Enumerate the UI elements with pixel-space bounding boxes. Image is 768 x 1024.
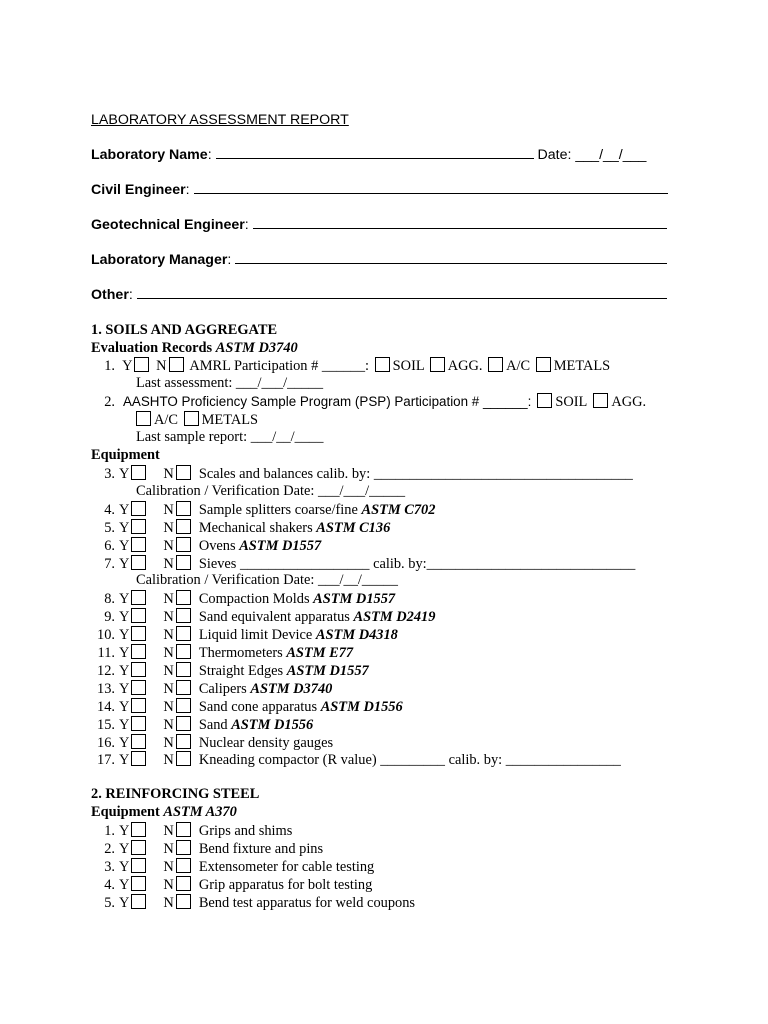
equipment-item-row xyxy=(91,590,395,608)
date-field[interactable]: ___/__/___ xyxy=(575,147,647,163)
soil-label: SOIL xyxy=(392,358,425,374)
yes-label: Y xyxy=(119,858,130,875)
yes-label: Y xyxy=(119,662,130,679)
astm-standard: ASTM D3740 xyxy=(250,680,333,697)
equipment-item-text: Nuclear density gauges xyxy=(198,734,334,751)
item-number: 4. xyxy=(104,501,115,518)
no-checkbox[interactable] xyxy=(176,840,191,855)
no-label: N xyxy=(163,894,174,911)
steel-equipment-row xyxy=(91,858,374,876)
lab-name-row: Laboratory Name: Date: ___/__/___ xyxy=(91,147,647,163)
yes-label: Y xyxy=(119,752,130,769)
equipment-heading: Equipment xyxy=(91,447,160,463)
evaluation-records-std: ASTM D3740 xyxy=(215,340,298,356)
equipment-item-row xyxy=(91,626,398,644)
no-label: N xyxy=(163,609,174,626)
metals-checkbox[interactable] xyxy=(184,411,199,426)
no-label: N xyxy=(163,823,174,839)
equipment-item-text: Liquid limit Device xyxy=(198,627,316,644)
date-label: Date: xyxy=(537,147,572,163)
equipment-item-row xyxy=(91,519,390,537)
yes-label: Y xyxy=(119,519,130,536)
no-label: N xyxy=(163,555,174,572)
yes-checkbox[interactable] xyxy=(131,590,146,605)
item-number: 17. xyxy=(97,752,115,769)
item-1-row xyxy=(91,357,610,375)
equipment-item-text: Sample splitters coarse/fine xyxy=(198,501,362,518)
no-checkbox[interactable] xyxy=(176,662,191,677)
item-number: 2. xyxy=(104,840,115,857)
yes-label: Y xyxy=(119,466,130,482)
civil-engineer-field[interactable] xyxy=(194,182,668,194)
ac-checkbox[interactable] xyxy=(488,357,503,372)
steel-equipment-row xyxy=(91,840,323,858)
yes-label: Y xyxy=(119,823,130,839)
steel-equipment-text: Bend fixture and pins xyxy=(198,840,324,857)
section2-equipment-std: ASTM A370 xyxy=(163,804,237,820)
last-sample-report: Last sample report: ___/__/____ xyxy=(136,429,324,445)
calibration-date-text: Calibration / Verification Date: ___/__/_____ xyxy=(136,572,398,589)
geotechnical-engineer-label: Geotechnical Engineer xyxy=(91,217,245,233)
no-label: N xyxy=(163,627,174,644)
lab-manager-label: Laboratory Manager xyxy=(91,252,228,268)
no-label: N xyxy=(163,734,174,751)
astm-standard: ASTM D1557 xyxy=(313,591,396,608)
no-label: N xyxy=(163,662,174,679)
lab-name-label: Laboratory Name xyxy=(91,147,208,163)
yes-label: Y xyxy=(119,894,130,911)
no-label: N xyxy=(163,645,174,661)
evaluation-records-label: Evaluation Records xyxy=(91,340,213,356)
section2-equipment-row xyxy=(91,804,237,821)
no-checkbox[interactable] xyxy=(176,501,191,516)
item-number: 1. xyxy=(104,358,115,374)
item-number: 2. xyxy=(104,394,115,410)
calibration-date-row xyxy=(136,483,405,500)
equipment-item-text: Kneading compactor (R value) _________ calib. by: ________________ xyxy=(198,752,621,769)
yes-label: Y xyxy=(119,698,130,715)
no-label: N xyxy=(163,752,174,769)
agg-checkbox[interactable] xyxy=(593,393,608,408)
astm-standard: ASTM E77 xyxy=(286,645,354,661)
astm-standard: ASTM D1557 xyxy=(286,662,369,679)
calibration-date-text: Calibration / Verification Date: ___/___/_____ xyxy=(136,482,406,499)
metals-checkbox[interactable] xyxy=(536,357,551,372)
ac-label: A/C xyxy=(154,412,178,428)
yes-checkbox[interactable] xyxy=(131,840,146,855)
equipment-item-text: Sieves __________________ calib. by:_____________________________ xyxy=(198,555,636,572)
item-number: 6. xyxy=(104,537,115,554)
other-row: Other: xyxy=(91,287,667,304)
yes-label: Y xyxy=(122,358,133,374)
yes-checkbox[interactable] xyxy=(131,822,146,837)
soil-checkbox[interactable] xyxy=(375,357,390,372)
equipment-item-row xyxy=(91,644,353,662)
no-label: N xyxy=(163,537,174,554)
steel-equipment-text: Grip apparatus for bolt testing xyxy=(198,876,373,893)
item-number: 15. xyxy=(97,716,115,733)
equipment-item-text: Sand xyxy=(198,716,232,733)
calibration-date-row xyxy=(136,572,398,589)
no-checkbox[interactable] xyxy=(176,465,191,480)
no-checkbox[interactable] xyxy=(176,858,191,873)
other-field[interactable] xyxy=(137,287,667,299)
ac-label: A/C xyxy=(506,358,531,374)
lab-name-field[interactable] xyxy=(216,147,534,159)
yes-label: Y xyxy=(119,840,130,857)
yes-label: Y xyxy=(119,537,130,554)
yes-label: Y xyxy=(119,645,130,661)
yes-label: Y xyxy=(119,591,130,608)
item-number: 11. xyxy=(97,645,115,661)
agg-checkbox[interactable] xyxy=(430,357,445,372)
no-checkbox[interactable] xyxy=(176,608,191,623)
no-checkbox[interactable] xyxy=(176,716,191,731)
astm-standard: ASTM C702 xyxy=(361,501,436,518)
no-label: N xyxy=(163,840,174,857)
soil-checkbox[interactable] xyxy=(537,393,552,408)
equipment-item-row xyxy=(91,608,435,626)
equipment-item-text: Sand cone apparatus xyxy=(198,698,321,715)
yes-checkbox[interactable] xyxy=(131,698,146,713)
yes-checkbox[interactable] xyxy=(131,644,146,659)
equipment-item-row xyxy=(91,555,635,573)
metals-label: METALS xyxy=(553,358,611,374)
yes-checkbox[interactable] xyxy=(131,537,146,552)
item-2-text: AASHTO Proficiency Sample Program (PSP) Participation # ______: xyxy=(123,394,532,409)
agg-label: AGG. xyxy=(447,358,483,374)
equipment-item-text: Calipers xyxy=(198,680,251,697)
equipment-item-text: Mechanical shakers xyxy=(198,519,317,536)
yes-checkbox[interactable] xyxy=(131,858,146,873)
metals-label: METALS xyxy=(201,412,259,428)
no-checkbox[interactable] xyxy=(176,734,191,749)
yes-label: Y xyxy=(119,555,130,572)
yes-label: Y xyxy=(119,734,130,751)
equipment-item-row xyxy=(91,698,403,716)
no-label: N xyxy=(163,501,174,518)
equipment-item-text: Scales and balances calib. by: ____________________________________ xyxy=(198,466,633,482)
equipment-item-row xyxy=(91,501,435,519)
no-checkbox[interactable] xyxy=(176,626,191,641)
steel-equipment-text: Grips and shims xyxy=(198,823,293,839)
item-number: 7. xyxy=(104,555,115,572)
no-label: N xyxy=(163,519,174,536)
section1-heading: 1. SOILS AND AGGREGATE xyxy=(91,322,278,338)
yes-checkbox[interactable] xyxy=(131,876,146,891)
no-checkbox[interactable] xyxy=(176,698,191,713)
item-number: 9. xyxy=(104,609,115,626)
soil-label: SOIL xyxy=(555,394,588,410)
yes-label: Y xyxy=(119,501,130,518)
no-checkbox[interactable] xyxy=(176,555,191,570)
equipment-item-row xyxy=(91,751,621,769)
equipment-item-row xyxy=(91,716,313,734)
astm-standard: ASTM D2419 xyxy=(353,609,436,626)
item-number: 5. xyxy=(104,519,115,536)
section2-heading: 2. REINFORCING STEEL xyxy=(91,786,260,802)
no-label: N xyxy=(163,716,174,733)
equipment-item-row xyxy=(91,537,321,555)
yes-label: Y xyxy=(119,876,130,893)
item-number: 8. xyxy=(104,591,115,608)
item-1-text: AMRL Participation # ______: xyxy=(189,358,370,374)
item-number: 4. xyxy=(104,876,115,893)
yes-label: Y xyxy=(119,680,130,697)
astm-standard: ASTM D1556 xyxy=(320,698,403,715)
yes-label: Y xyxy=(119,716,130,733)
yes-checkbox[interactable] xyxy=(131,734,146,749)
equipment-item-row xyxy=(91,734,333,752)
equipment-item-text: Thermometers xyxy=(198,645,287,661)
no-label: N xyxy=(163,876,174,893)
item-number: 3. xyxy=(104,858,115,875)
no-checkbox[interactable] xyxy=(176,519,191,534)
lab-manager-row: Laboratory Manager: xyxy=(91,252,667,269)
no-label: N xyxy=(163,680,174,697)
evaluation-records-row xyxy=(91,340,298,357)
other-label: Other xyxy=(91,287,129,303)
item-number: 5. xyxy=(104,894,115,911)
item-number: 12. xyxy=(97,662,115,679)
no-label: N xyxy=(156,358,167,374)
astm-standard: ASTM C136 xyxy=(316,519,391,536)
yes-checkbox[interactable] xyxy=(131,626,146,641)
no-checkbox[interactable] xyxy=(176,644,191,659)
item-number: 10. xyxy=(97,627,115,644)
no-label: N xyxy=(163,698,174,715)
astm-standard: ASTM D1557 xyxy=(239,537,322,554)
equipment-item-text: Ovens xyxy=(198,537,240,554)
astm-standard: ASTM D1556 xyxy=(231,716,314,733)
yes-checkbox[interactable] xyxy=(131,894,146,909)
no-label: N xyxy=(163,591,174,608)
yes-label: Y xyxy=(119,609,130,626)
steel-equipment-row xyxy=(91,822,292,840)
no-checkbox[interactable] xyxy=(176,876,191,891)
yes-checkbox[interactable] xyxy=(131,519,146,534)
steel-equipment-text: Extensometer for cable testing xyxy=(198,858,375,875)
steel-equipment-text: Bend test apparatus for weld coupons xyxy=(198,894,416,911)
civil-engineer-row: Civil Engineer: xyxy=(91,182,668,199)
equipment-item-text: Straight Edges xyxy=(198,662,287,679)
yes-label: Y xyxy=(119,627,130,644)
ac-checkbox[interactable] xyxy=(136,411,151,426)
geotechnical-engineer-row: Geotechnical Engineer: xyxy=(91,217,667,234)
no-checkbox[interactable] xyxy=(169,357,184,372)
item-number: 13. xyxy=(97,680,115,697)
yes-checkbox[interactable] xyxy=(131,680,146,695)
equipment-item-text: Compaction Molds xyxy=(198,591,314,608)
item-2-row xyxy=(91,393,646,411)
item-number: 3. xyxy=(104,466,115,482)
item-2-continued xyxy=(134,411,258,429)
yes-checkbox[interactable] xyxy=(131,608,146,623)
equipment-item-row xyxy=(91,465,633,483)
yes-checkbox[interactable] xyxy=(131,662,146,677)
geotechnical-engineer-field[interactable] xyxy=(253,217,667,229)
item-number: 1. xyxy=(104,823,115,839)
item-number: 14. xyxy=(97,698,115,715)
equipment-item-text: Sand equivalent apparatus xyxy=(198,609,354,626)
equipment-item-row xyxy=(91,680,332,698)
last-assessment: Last assessment: ___/___/_____ xyxy=(136,375,324,391)
yes-checkbox[interactable] xyxy=(131,716,146,731)
yes-checkbox[interactable] xyxy=(131,465,146,480)
agg-label: AGG. xyxy=(611,394,647,410)
yes-checkbox[interactable] xyxy=(134,357,149,372)
lab-manager-field[interactable] xyxy=(235,252,667,264)
astm-standard: ASTM D4318 xyxy=(315,627,398,644)
steel-equipment-row xyxy=(91,876,372,894)
yes-checkbox[interactable] xyxy=(131,751,146,766)
civil-engineer-label: Civil Engineer xyxy=(91,182,186,198)
no-label: N xyxy=(163,858,174,875)
report-title: LABORATORY ASSESSMENT REPORT xyxy=(91,112,349,128)
no-checkbox[interactable] xyxy=(176,822,191,837)
equipment-item-row xyxy=(91,662,369,680)
no-label: N xyxy=(163,466,174,482)
yes-checkbox[interactable] xyxy=(131,501,146,516)
no-checkbox[interactable] xyxy=(176,537,191,552)
item-number: 16. xyxy=(97,734,115,751)
section2-equipment-label: Equipment xyxy=(91,804,160,820)
yes-checkbox[interactable] xyxy=(131,555,146,570)
steel-equipment-row xyxy=(91,894,415,912)
no-checkbox[interactable] xyxy=(176,751,191,766)
no-checkbox[interactable] xyxy=(176,590,191,605)
no-checkbox[interactable] xyxy=(176,894,191,909)
no-checkbox[interactable] xyxy=(176,680,191,695)
